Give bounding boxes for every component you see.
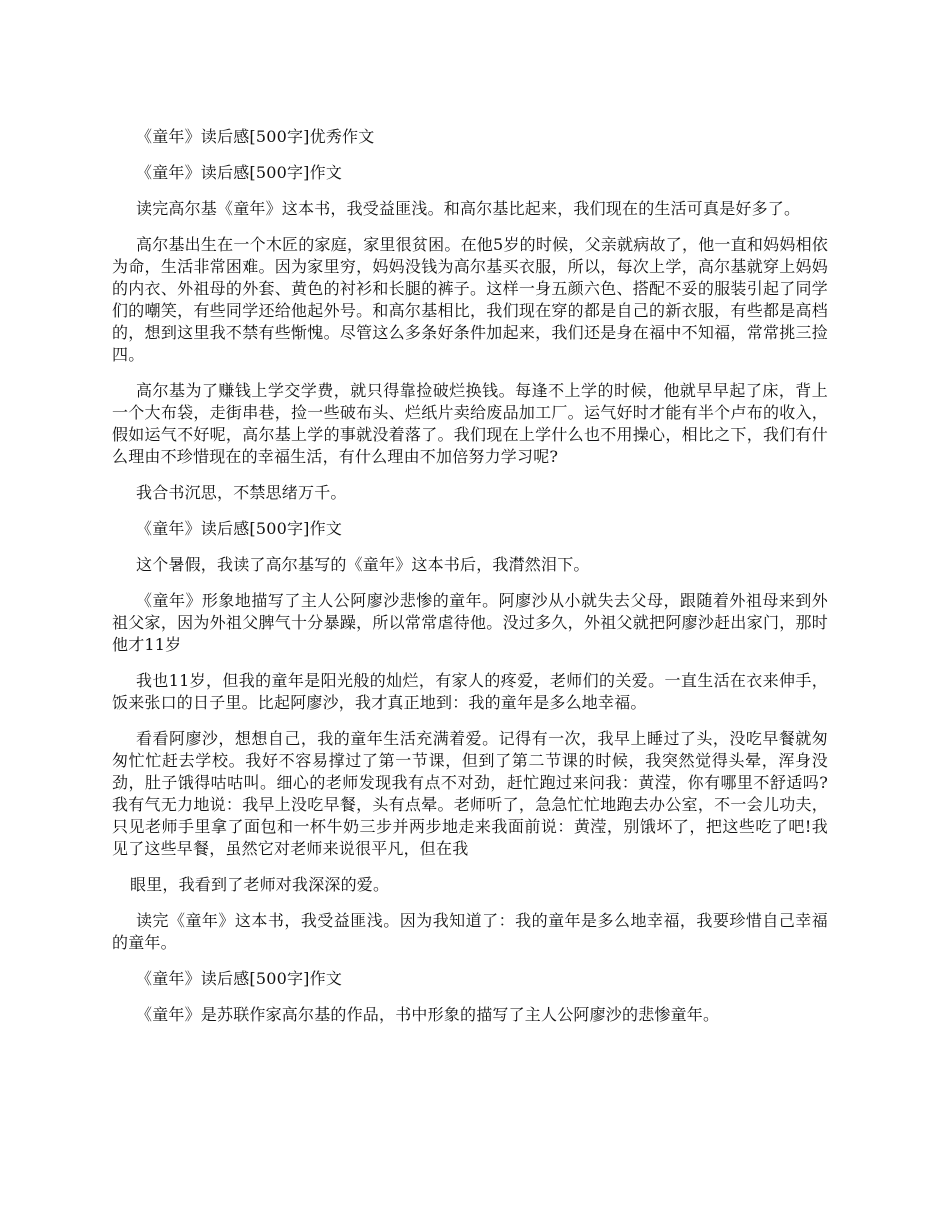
paragraph: 眼里，我看到了老师对我深深的爱。: [130, 875, 390, 894]
paragraph: 读完《童年》这本书，我受益匪浅。因为我知道了：我的童年是多么地幸福，我要珍惜自己幸福的童年。: [112, 911, 828, 952]
paragraph: 读完高尔基《童年》这本书，我受益匪浅。和高尔基比起来，我们现在的生活可真是好多了。: [136, 199, 801, 218]
paragraph: 我也11岁，但我的童年是阳光般的灿烂，有家人的疼爱，老师们的关爱。一直生活在衣来伸手，饭来张口的日子里。比起阿廖沙，我才真正地到：我的童年是多么地幸福。: [112, 671, 828, 712]
paragraph: 我合书沉思，不禁思绪万千。: [136, 483, 347, 502]
document-page: [112, 126, 828, 1040]
paragraph: 《童年》是苏联作家高尔基的作品，书中形象的描写了主人公阿廖沙的悲惨童年。: [136, 1005, 720, 1024]
paragraph: 《童年》形象地描写了主人公阿廖沙悲惨的童年。阿廖沙从小就失去父母，跟随着外祖母来到外祖父家，因为外祖父脾气十分暴躁，所以常常虐待他。没过多久，外祖父就把阿廖沙赶出家门，那时他才11岁: [112, 591, 828, 654]
paragraph: 看看阿廖沙，想想自己，我的童年生活充满着爱。记得有一次，我早上睡过了头，没吃早餐就匆匆忙忙赶去学校。我好不容易撑过了第一节课，但到了第二节课的时候，我突然觉得头晕，浑身没劲，肚子饿得咕咕叫。细心的老师发现我有点不对劲，赶忙跑过来问我：黄滢，你有哪里不舒适吗?我有气无力地说：我早上没吃早餐，头有点晕。老师听了，急急忙忙地跑去办公室，不一会儿功夫，只见老师手里拿了面包和一杯牛奶三步并两步地走来我面前说：黄滢，别饿坏了，把这些吃了吧!我见了这些早餐，虽然它对老师来说很平凡，但在我: [112, 729, 828, 858]
section-heading: 《童年》读后感[500字]作文: [136, 969, 343, 988]
paragraph: 高尔基为了赚钱上学交学费，就只得靠捡破烂换钱。每逢不上学的时候，他就早早起了床，背上一个大布袋，走街串巷，捡一些破布头、烂纸片卖给废品加工厂。运气好时才能有半个卢布的收入，假如运气不好呢，高尔基上学的事就没着落了。我们现在上学什么也不用操心，相比之下，我们有什么理由不珍惜现在的幸福生活，有什么理由不加倍努力学习呢?: [112, 381, 828, 466]
section-heading: 《童年》读后感[500字]作文: [136, 519, 343, 538]
paragraph: 这个暑假，我读了高尔基写的《童年》这本书后，我潸然泪下。: [136, 555, 590, 574]
document-title: 《童年》读后感[500字]优秀作文: [136, 127, 375, 146]
paragraph: 高尔基出生在一个木匠的家庭，家里很贫困。在他5岁的时候，父亲就病故了，他一直和妈妈相依为命，生活非常困难。因为家里穷，妈妈没钱为高尔基买衣服，所以，每次上学，高尔基就穿上妈妈的内衣、外祖母的外套、黄色的衬衫和长腿的裤子。这样一身五颜六色、搭配不妥的服装引起了同学们的嘲笑，有些同学还给他起外号。和高尔基相比，我们现在穿的都是自己的新衣服，有些都是高档的，想到这里我不禁有些惭愧。尽管这么多条好条件加起来，我们还是身在福中不知福，常常挑三捡四。: [112, 235, 828, 364]
section-heading: 《童年》读后感[500字]作文: [136, 163, 343, 182]
